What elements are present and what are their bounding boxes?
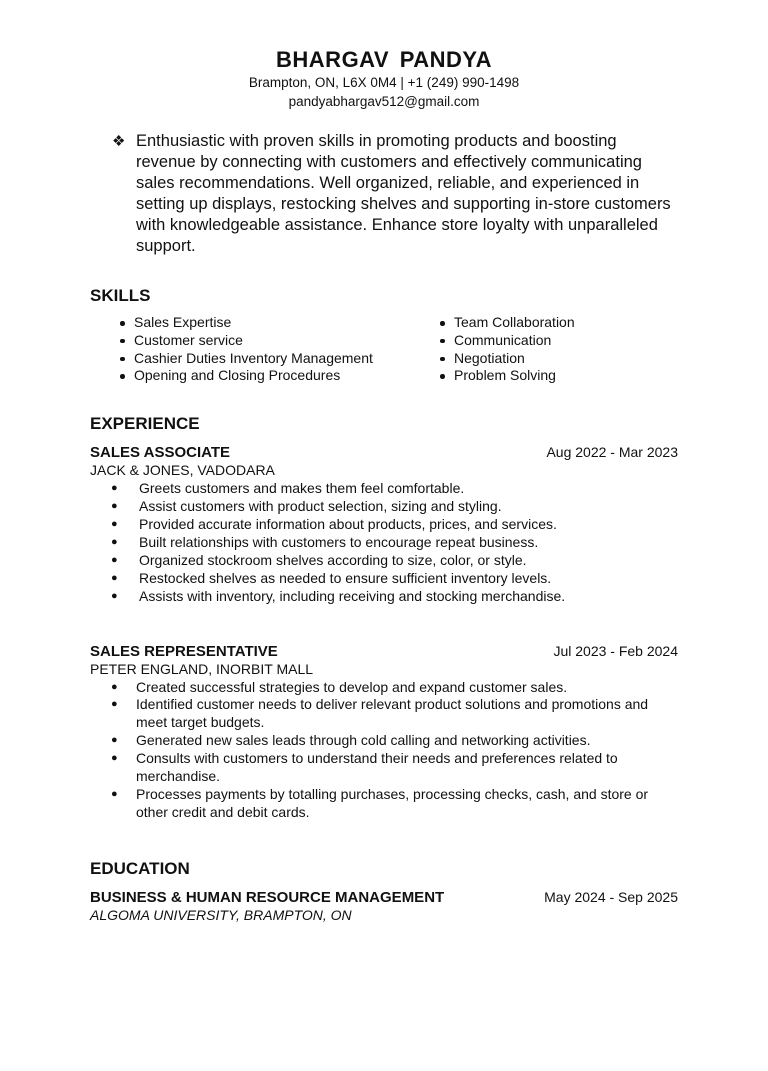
duty-item: ● Provided accurate information about products, prices, and services. (90, 516, 678, 534)
duty-item: ● Restocked shelves as needed to ensure sufficient inventory levels. (90, 570, 678, 588)
skill-item: Opening and Closing Procedures (118, 367, 438, 385)
skill-item: Team Collaboration (438, 314, 575, 332)
job-company: PETER ENGLAND, INORBIT MALL (90, 660, 314, 677)
job-entry (90, 443, 678, 605)
job-header (90, 642, 678, 661)
email: pandyabhargav512@gmail.com (288, 94, 480, 109)
diamond-bullet-icon: ❖ (112, 133, 126, 150)
duty-item: ● Created successful strategies to develop and expand customer sales. (90, 679, 678, 697)
job-company: JACK & JONES, VADODARA (90, 462, 275, 479)
summary (90, 131, 678, 257)
skills-heading: SKILLS (90, 286, 151, 305)
contact-line: Brampton, ON, L6X 0M4 | +1 (249) 990-1498 (248, 75, 520, 90)
job-duties (90, 679, 678, 822)
skill-item: Customer service (118, 332, 438, 350)
job-role: SALES ASSOCIATE (90, 444, 231, 462)
duty-item: ● Organized stockroom shelves according to size, color, or style. (90, 552, 678, 570)
education-header (90, 888, 678, 907)
skills-column-right (438, 314, 575, 385)
duty-item: ● Assist customers with product selection, sizing and styling. (90, 498, 678, 516)
job-header (90, 443, 678, 462)
skills-column-left (90, 314, 438, 385)
duty-item: ● Identified customer needs to deliver relevant product solutions and promotions and meet target budgets. (90, 696, 678, 732)
job-dates: Aug 2022 - Mar 2023 (546, 444, 678, 461)
education-heading: EDUCATION (90, 858, 190, 878)
duty-item: ● Consults with customers to understand their needs and preferences related to merchandise. (90, 750, 678, 786)
skill-item: Cashier Duties Inventory Management (118, 350, 438, 368)
resume-page (0, 47, 768, 1071)
job-duties (90, 480, 678, 605)
job-dates: Jul 2023 - Feb 2024 (553, 642, 678, 659)
duty-item: ● Processes payments by totalling purchases, processing checks, cash, and store or other credit and debit cards. (90, 786, 678, 822)
duty-item: ● Greets customers and makes them feel comfortable. (90, 480, 678, 498)
job-role: SALES REPRESENTATIVE (90, 642, 278, 660)
job-entry (90, 642, 678, 822)
education-entry (90, 888, 678, 924)
candidate-name: BHARGAV PANDYA (276, 47, 492, 72)
duty-item: ● Built relationships with customers to encourage repeat business. (90, 534, 678, 552)
skill-item: Communication (438, 332, 575, 350)
skill-item: Sales Expertise (118, 314, 438, 332)
skill-item: Negotiation (438, 350, 575, 368)
skills-list (90, 314, 678, 385)
degree: BUSINESS & HUMAN RESOURCE MANAGEMENT (90, 888, 445, 906)
duty-item: ● Generated new sales leads through cold calling and networking activities. (90, 732, 678, 750)
summary-text: Enthusiastic with proven skills in promoting products and boosting revenue by connecting with customers and effectively communicating sales recommendations. Well organized, reliable, and experienced in setting up displays, restocking shelves and supporting in-store customers with knowledgeable assistance. Enhance store loyalty with unparalleled support. (136, 132, 671, 255)
duty-item: ● Assists with inventory, including receiving and stocking merchandise. (90, 588, 678, 606)
experience-heading: EXPERIENCE (90, 414, 200, 434)
education-dates: May 2024 - Sep 2025 (544, 888, 678, 905)
school: ALGOMA UNIVERSITY, BRAMPTON, ON (90, 906, 352, 923)
skill-item: Problem Solving (438, 367, 575, 385)
